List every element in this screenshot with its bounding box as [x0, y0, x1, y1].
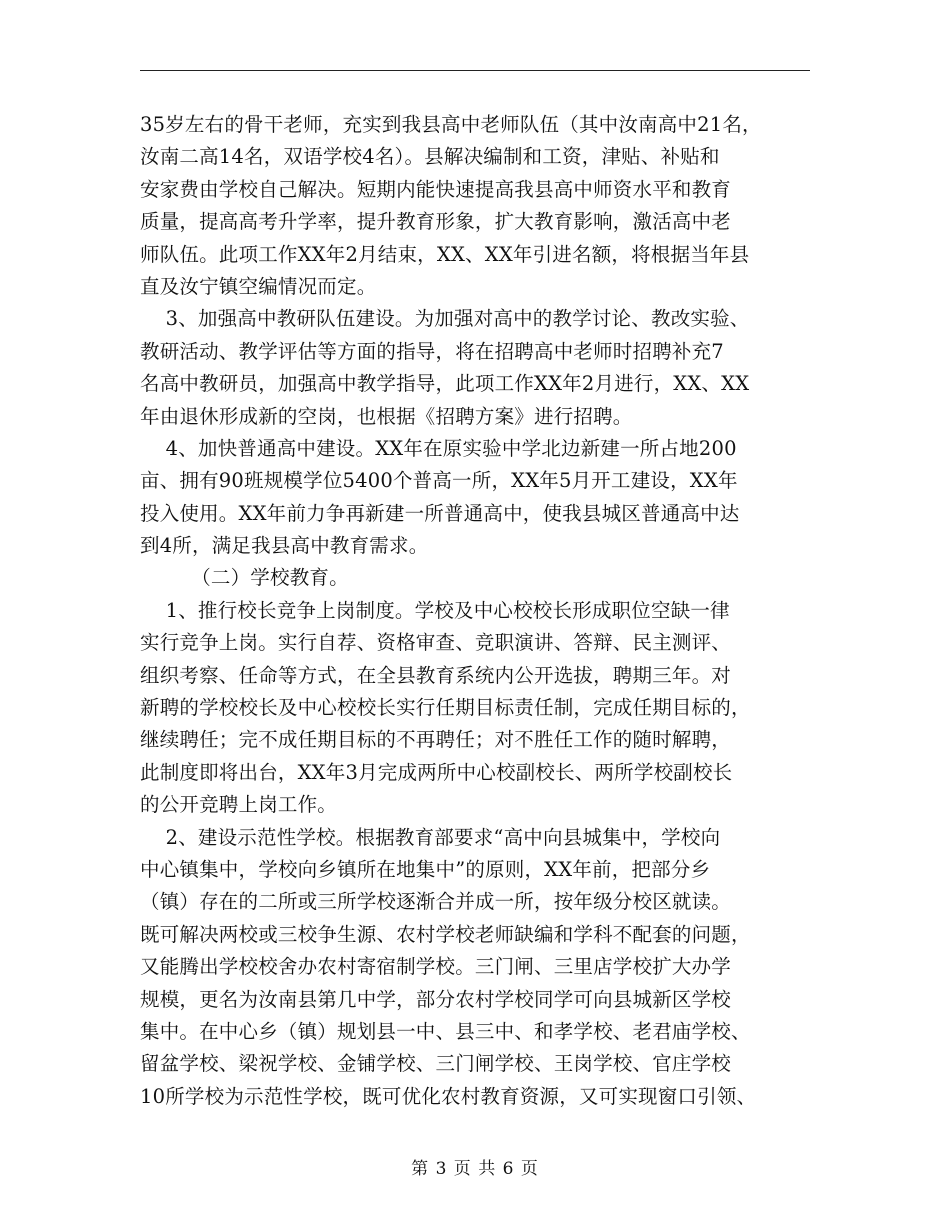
text-line: 组织考察、任命等方式，在全县教育系统内公开选拔，聘期三年。对 — [140, 663, 732, 687]
text-line: 留盆学校、梁祝学校、金铺学校、三门闸学校、王岗学校、官庄学校 — [140, 1052, 732, 1076]
text-line: 安家费由学校自己解决。短期内能快速提高我县高中师资水平和教育 — [140, 177, 732, 201]
text-line: 教研活动、教学评估等方面的指导，将在招聘高中老师时招聘补充7 — [140, 339, 724, 363]
text-line: （镇）存在的二所或三所学校逐渐合并成一所，按年级分校区就读。 — [140, 890, 732, 914]
text-line: 师队伍。此项工作XX年2月结束，XX、XX年引进名额，将根据当年县 — [140, 242, 750, 266]
page-number: 第 3 页 共 6 页 — [411, 1159, 539, 1179]
text-line: 年由退休形成新的空岗，也根据《招聘方案》进行招聘。 — [140, 404, 633, 428]
text-line: 继续聘任；完不成任期目标的不再聘任；对不胜任工作的随时解聘， — [140, 728, 732, 752]
text-line: 集中。在中心乡（镇）规划县一中、县三中、和孝学校、老君庙学校、 — [140, 1019, 751, 1043]
header-rule — [140, 70, 810, 71]
text-line: 又能腾出学校校舍办农村寄宿制学校。三门闸、三里店学校扩大办学 — [140, 955, 732, 979]
text-line: 1、推行校长竞争上岗制度。学校及中心校校长形成职位空缺一律 — [140, 598, 730, 622]
text-line: 4、加快普通高中建设。XX年在原实验中学北边新建一所占地200 — [140, 436, 737, 460]
text-line: 实行竞争上岗。实行自荐、资格审查、竞职演讲、答辩、民主测评、 — [140, 631, 732, 655]
text-line: 投入使用。XX年前力争再新建一所普通高中，使我县城区普通高中达 — [140, 501, 740, 525]
text-line: 既可解决两校或三校争生源、农村学校老师缺编和学科不配套的问题， — [140, 922, 751, 946]
text-line: 质量，提高高考升学率，提升教育形象，扩大教育影响，激活高中老 — [140, 210, 732, 234]
text-line: 规模，更名为汝南县第几中学，部分农村学校同学可向县城新区学校 — [140, 987, 732, 1011]
text-line: 名高中教研员，加强高中教学指导，此项工作XX年2月进行，XX、XX — [140, 372, 750, 396]
text-line: 的公开竞聘上岗工作。 — [140, 793, 338, 817]
text-line: 35岁左右的骨干老师，充实到我县高中老师队伍（其中汝南高中21名， — [140, 113, 762, 136]
text-line: 新聘的学校校长及中心校校长实行任期目标责任制，完成任期目标的， — [140, 696, 751, 720]
text-line: 此制度即将出台，XX年3月完成两所中心校副校长、两所学校副校长 — [140, 760, 733, 784]
text-line: 10所学校为示范性学校，既可优化农村教育资源，又可实现窗口引领、 — [140, 1084, 757, 1108]
text-line: 亩、拥有90班规模学位5400个普高一所，XX年5月开工建设，XX年 — [140, 469, 738, 493]
text-line: 3、加强高中教研队伍建设。为加强对高中的教学讨论、教改实验、 — [140, 307, 750, 331]
text-line: 到4所，满足我县高中教育需求。 — [140, 534, 429, 558]
document-body — [140, 109, 820, 1113]
text-line: 汝南二高14名，双语学校4名）。县解决编制和工资，津贴、补贴和 — [140, 145, 720, 169]
text-line: 2、建设示范性学校。根据教育部要求“高中向县城集中，学校向 — [140, 825, 721, 849]
text-line: 直及汝宁镇空编情况而定。 — [140, 274, 377, 298]
text-line: 中心镇集中，学校向乡镇所在地集中”的原则，XX年前，把部分乡 — [140, 857, 711, 881]
section-heading: （二）学校教育。 — [140, 566, 349, 590]
